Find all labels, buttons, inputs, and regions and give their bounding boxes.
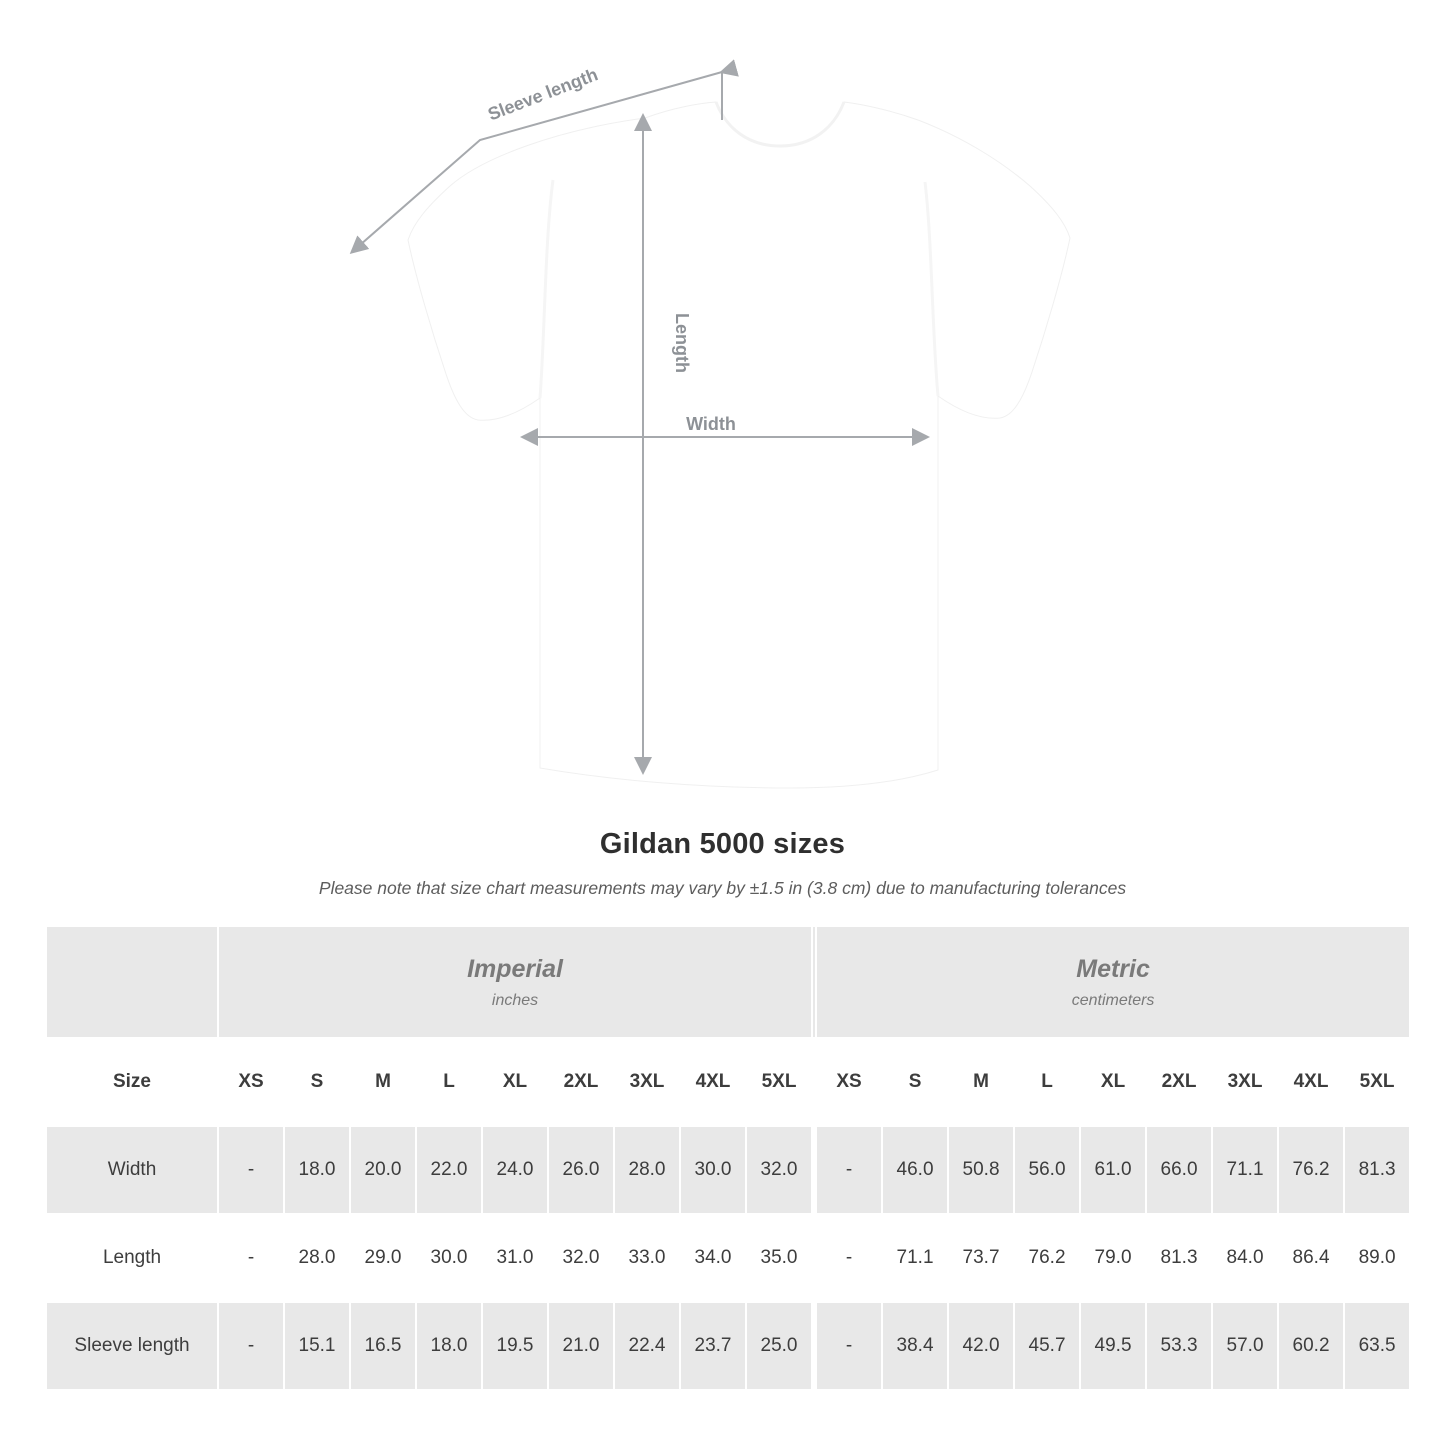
page-title: Gildan 5000 sizes — [599, 828, 846, 860]
size-metric-s: S — [882, 1038, 948, 1126]
length-metric-m: 73.7 — [948, 1214, 1014, 1302]
sleeve-imperial-m: 16.5 — [350, 1302, 416, 1390]
width-metric-3xl: 71.1 — [1212, 1126, 1278, 1214]
size-row-label: Size — [46, 1038, 218, 1126]
sleeve-metric-4xl: 60.2 — [1278, 1302, 1344, 1390]
length-metric-3xl: 84.0 — [1212, 1214, 1278, 1302]
width-metric-xl: 61.0 — [1080, 1126, 1146, 1214]
size-metric-l: L — [1014, 1038, 1080, 1126]
row-label-sleeve-length: Sleeve length — [46, 1302, 218, 1390]
width-metric-4xl: 76.2 — [1278, 1126, 1344, 1214]
width-imperial-2xl: 26.0 — [548, 1126, 614, 1214]
width-metric-m: 50.8 — [948, 1126, 1014, 1214]
width-imperial-s: 18.0 — [284, 1126, 350, 1214]
sleeve-imperial-3xl: 22.4 — [614, 1302, 680, 1390]
tolerance-note: Please note that size chart measurements may vary by ±1.5 in (3.8 cm) due to manufacturing tolerances — [318, 878, 1127, 898]
size-imperial-xl: XL — [482, 1038, 548, 1126]
chart-heading — [0, 828, 1445, 899]
size-header-row — [46, 1038, 1410, 1126]
length-metric-xl: 79.0 — [1080, 1214, 1146, 1302]
length-imperial-xl: 31.0 — [482, 1214, 548, 1302]
sleeve-metric-5xl: 63.5 — [1344, 1302, 1410, 1390]
size-metric-m: M — [948, 1038, 1014, 1126]
sleeve-imperial-5xl: 25.0 — [746, 1302, 812, 1390]
sleeve-length-label: Sleeve length — [485, 64, 601, 125]
size-imperial-l: L — [416, 1038, 482, 1126]
sleeve-imperial-4xl: 23.7 — [680, 1302, 746, 1390]
sleeve-metric-m: 42.0 — [948, 1302, 1014, 1390]
length-metric-5xl: 89.0 — [1344, 1214, 1410, 1302]
length-imperial-l: 30.0 — [416, 1214, 482, 1302]
unit-header-imperial — [218, 926, 812, 1038]
width-imperial-xs: - — [218, 1126, 284, 1214]
size-metric-5xl: 5XL — [1344, 1038, 1410, 1126]
size-metric-3xl: 3XL — [1212, 1038, 1278, 1126]
width-label: Width — [686, 414, 736, 434]
length-metric-4xl: 86.4 — [1278, 1214, 1344, 1302]
length-metric-2xl: 81.3 — [1146, 1214, 1212, 1302]
sleeve-imperial-s: 15.1 — [284, 1302, 350, 1390]
sleeve-imperial-2xl: 21.0 — [548, 1302, 614, 1390]
unit-header-spacer — [46, 926, 218, 1038]
sleeve-metric-3xl: 57.0 — [1212, 1302, 1278, 1390]
length-imperial-5xl: 35.0 — [746, 1214, 812, 1302]
row-label-length: Length — [46, 1214, 218, 1302]
width-metric-2xl: 66.0 — [1146, 1126, 1212, 1214]
length-metric-s: 71.1 — [882, 1214, 948, 1302]
sleeve-imperial-xl: 19.5 — [482, 1302, 548, 1390]
sleeve-metric-2xl: 53.3 — [1146, 1302, 1212, 1390]
size-imperial-s: S — [284, 1038, 350, 1126]
sleeve-metric-s: 38.4 — [882, 1302, 948, 1390]
table-row-sleeve-length — [46, 1302, 1410, 1390]
sleeve-metric-xs: - — [816, 1302, 882, 1390]
length-imperial-2xl: 32.0 — [548, 1214, 614, 1302]
size-imperial-m: M — [350, 1038, 416, 1126]
length-metric-l: 76.2 — [1014, 1214, 1080, 1302]
size-metric-xl: XL — [1080, 1038, 1146, 1126]
length-label: Length — [672, 313, 692, 373]
sleeve-imperial-l: 18.0 — [416, 1302, 482, 1390]
length-imperial-3xl: 33.0 — [614, 1214, 680, 1302]
width-metric-l: 56.0 — [1014, 1126, 1080, 1214]
length-metric-xs: - — [816, 1214, 882, 1302]
metric-subtitle: centimeters — [1071, 991, 1155, 1009]
width-imperial-m: 20.0 — [350, 1126, 416, 1214]
size-table — [45, 925, 1411, 1391]
length-imperial-xs: - — [218, 1214, 284, 1302]
sleeve-metric-l: 45.7 — [1014, 1302, 1080, 1390]
size-imperial-xs: XS — [218, 1038, 284, 1126]
table-row-length — [46, 1214, 1410, 1302]
size-imperial-3xl: 3XL — [614, 1038, 680, 1126]
unit-header-row — [46, 926, 1410, 1038]
length-imperial-m: 29.0 — [350, 1214, 416, 1302]
row-label-width: Width — [46, 1126, 218, 1214]
sleeve-imperial-xs: - — [218, 1302, 284, 1390]
unit-header-metric — [816, 926, 1410, 1038]
table-row-width — [46, 1126, 1410, 1214]
width-imperial-xl: 24.0 — [482, 1126, 548, 1214]
length-imperial-s: 28.0 — [284, 1214, 350, 1302]
size-imperial-4xl: 4XL — [680, 1038, 746, 1126]
size-table-wrapper — [45, 925, 1400, 1391]
size-metric-xs: XS — [816, 1038, 882, 1126]
size-metric-2xl: 2XL — [1146, 1038, 1212, 1126]
metric-title: Metric — [1076, 954, 1150, 983]
size-metric-4xl: 4XL — [1278, 1038, 1344, 1126]
width-imperial-3xl: 28.0 — [614, 1126, 680, 1214]
width-imperial-4xl: 30.0 — [680, 1126, 746, 1214]
size-imperial-2xl: 2XL — [548, 1038, 614, 1126]
imperial-subtitle: inches — [491, 991, 539, 1009]
width-imperial-l: 22.0 — [416, 1126, 482, 1214]
length-imperial-4xl: 34.0 — [680, 1214, 746, 1302]
sleeve-metric-xl: 49.5 — [1080, 1302, 1146, 1390]
imperial-title: Imperial — [467, 954, 563, 983]
width-metric-5xl: 81.3 — [1344, 1126, 1410, 1214]
tshirt-shape — [408, 102, 1070, 788]
width-metric-s: 46.0 — [882, 1126, 948, 1214]
size-imperial-5xl: 5XL — [746, 1038, 812, 1126]
width-imperial-5xl: 32.0 — [746, 1126, 812, 1214]
width-metric-xs: - — [816, 1126, 882, 1214]
